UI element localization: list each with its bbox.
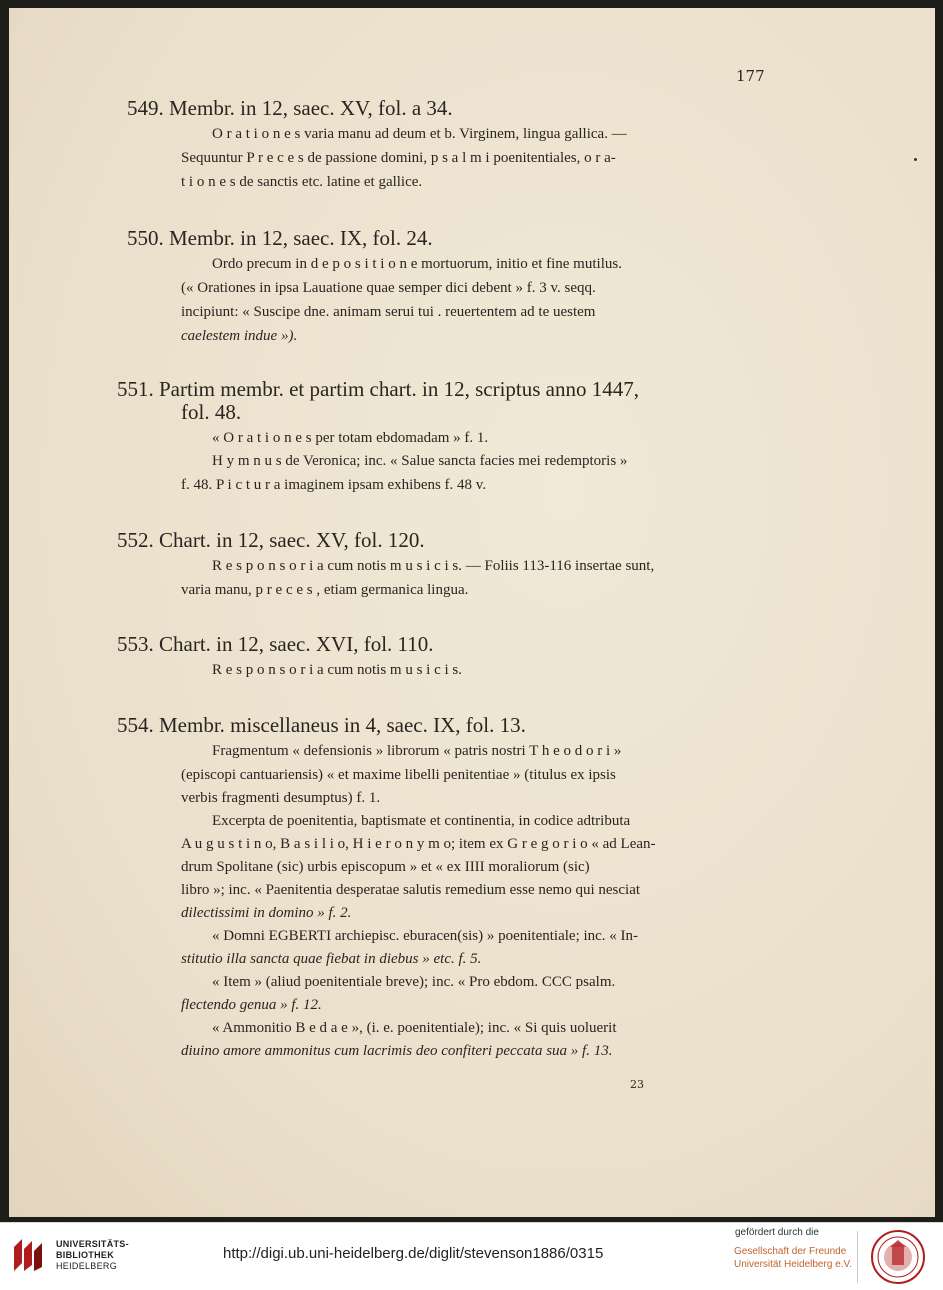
signature-mark: 23 — [630, 1078, 644, 1091]
scanned-page — [9, 8, 935, 1217]
institution-line: HEIDELBERG — [56, 1261, 118, 1271]
university-logo-icon[interactable] — [10, 1235, 46, 1275]
entry-552-line: varia manu, p r e c e s , etiam germanica lingua. — [181, 582, 469, 598]
institution-name — [56, 1239, 129, 1272]
entry-549-line: Sequuntur P r e c e s de passione domini, p s a l m i poenitentiales, o r a- — [181, 150, 616, 166]
entry-553-heading: 553. Chart. in 12, saec. XVI, fol. 110. — [117, 632, 434, 656]
entry-550-line: (« Orationes in ipsa Lauatione quae semper dici debent » f. 3 v. seqq. — [181, 280, 596, 296]
entry-552-heading: 552. Chart. in 12, saec. XV, fol. 120. — [117, 528, 425, 552]
entry-554-line: libro »; inc. « Paenitentia desperatae salutis remedium esse nemo qui nesciat — [181, 882, 641, 898]
seal-icon[interactable] — [868, 1229, 928, 1285]
entry-554-line: Fragmentum « defensionis » librorum « patris nostri T h e o d o r i » — [212, 743, 622, 759]
institution-line: BIBLIOTHEK — [56, 1250, 114, 1260]
entry-554-heading: 554. Membr. miscellaneus in 4, saec. IX, fol. 13. — [117, 713, 526, 737]
entry-550-line: incipiunt: « Suscipe dne. animam serui tui . reuertentem ad te uestem — [181, 304, 596, 320]
permalink-url[interactable]: http://digi.ub.uni-heidelberg.de/diglit/stevenson1886/0315 — [223, 1245, 604, 1262]
entry-554-line: dilectissimi in domino » f. 2. — [181, 905, 352, 921]
entry-554-line: drum Spolitane (sic) urbis episcopum » et « ex IIII moraliorum (sic) — [181, 859, 590, 875]
sponsor-line: Universität Heidelberg e.V. — [734, 1259, 853, 1270]
entry-554-line: diuino amore ammonitus cum lacrimis deo confiteri peccata sua » f. 13. — [181, 1043, 613, 1059]
divider — [857, 1231, 858, 1283]
sponsor-name[interactable] — [734, 1245, 852, 1271]
entry-549-heading: 549. Membr. in 12, saec. XV, fol. a 34. — [127, 96, 453, 120]
entry-551-line: f. 48. P i c t u r a imaginem ipsam exhibens f. 48 v. — [181, 477, 487, 493]
entry-554-line: « Domni EGBERTI archiepisc. eburacen(sis) » poenitentiale; inc. « In- — [212, 928, 639, 944]
entry-550-line: caelestem indue »). — [181, 328, 298, 344]
paper-speck — [914, 158, 917, 161]
entry-549-line: O r a t i o n e s varia manu ad deum et b. Virginem, lingua gallica. — — [212, 126, 627, 142]
footer-bar — [0, 1222, 943, 1290]
entry-554-line: « Ammonitio B e d a e », (i. e. poenitentiale); inc. « Si quis uoluerit — [212, 1020, 617, 1036]
entry-554-line: « Item » (aliud poenitentiale breve); inc. « Pro ebdom. CCC psalm. — [212, 974, 616, 990]
institution-line: UNIVERSITÄTS- — [56, 1239, 129, 1249]
entry-550-line: Ordo precum in d e p o s i t i o n e mortuorum, initio et fine mutilus. — [212, 256, 622, 272]
entry-551-heading-continued: fol. 48. — [181, 400, 242, 424]
entry-550-heading: 550. Membr. in 12, saec. IX, fol. 24. — [127, 226, 433, 250]
entry-554-line: flectendo genua » f. 12. — [181, 997, 322, 1013]
page-number: 177 — [736, 67, 765, 85]
entry-554-line: Excerpta de poenitentia, baptismate et continentia, in codice adtributa — [212, 813, 631, 829]
entry-549-line: t i o n e s de sanctis etc. latine et gallice. — [181, 174, 423, 190]
entry-551-heading: 551. Partim membr. et partim chart. in 12, scriptus anno 1447, — [117, 377, 639, 401]
entry-551-line: « O r a t i o n e s per totam ebdomadam » f. 1. — [212, 430, 489, 446]
entry-554-line: verbis fragmenti desumptus) f. 1. — [181, 790, 381, 806]
entry-553-line: R e s p o n s o r i a cum notis m u s i c i s. — [212, 662, 462, 678]
entry-554-line: (episcopi cantuariensis) « et maxime libelli penitentiae » (titulus ex ipsis — [181, 767, 616, 783]
funded-by-label: gefördert durch die — [735, 1227, 819, 1238]
entry-551-line: H y m n u s de Veronica; inc. « Salue sancta facies mei redemptoris » — [212, 453, 628, 469]
sponsor-line: Gesellschaft der Freunde — [734, 1246, 847, 1257]
entry-554-line: stitutio illa sancta quae fiebat in diebus » etc. f. 5. — [181, 951, 482, 967]
entry-552-line: R e s p o n s o r i a cum notis m u s i c i s. — Foliis 113-116 insertae sunt, — [212, 558, 655, 574]
entry-554-line: A u g u s t i n o, B a s i l i o, H i e r o n y m o; item ex G r e g o r i o « ad Lean- — [181, 836, 656, 852]
